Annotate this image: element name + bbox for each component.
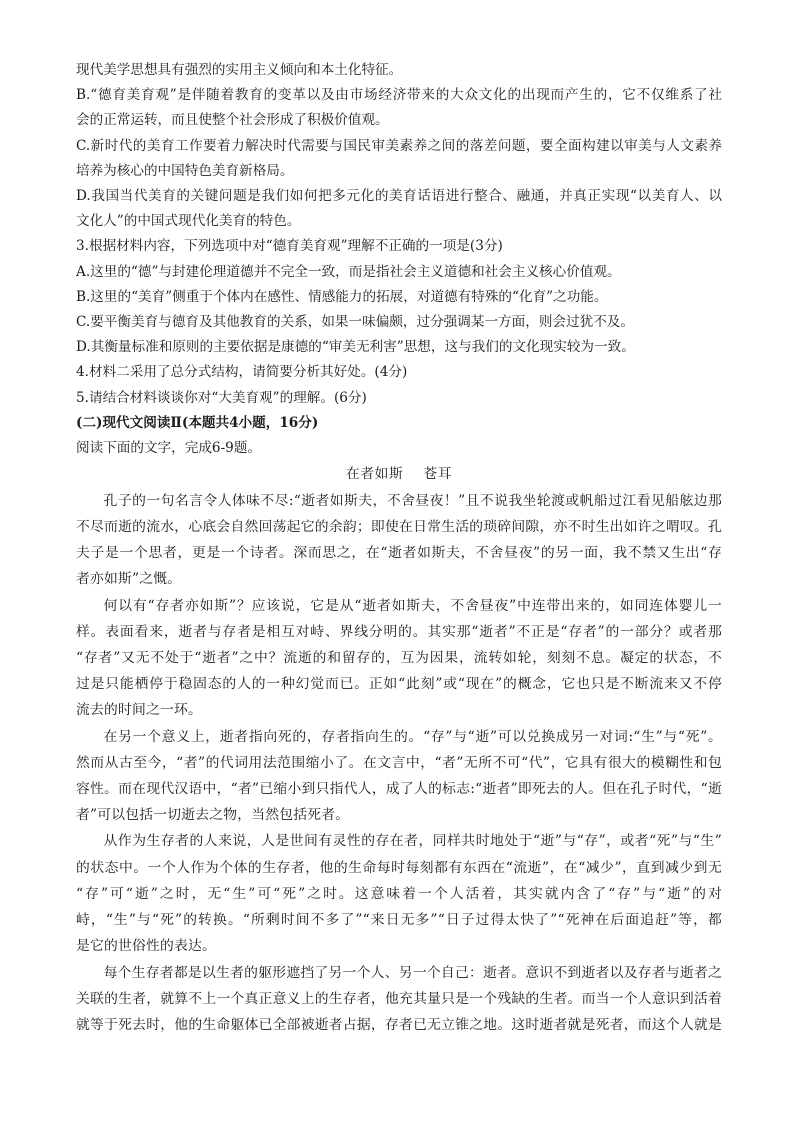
essay-line: 流去的时间之一环。 [76, 702, 202, 719]
q2-option-a-cont: 现代美学思想具有强烈的实用主义倾向和本土化特征。 [76, 62, 403, 78]
question-5: 5.请结合材料谈谈你对“大美育观”的理解。(6分) [76, 389, 367, 406]
essay-line: 孔子的一句名言令人体味不尽:“逝者如斯夫，不舍昼夜！”且不说我坐轮渡或帆船过江看见船舷边那 [103, 492, 722, 509]
essay-line: 样。表面看来，逝者与存者是相互对峙、界线分明的。其实那“逝者”不正是“存者”的一部分？或者那 [76, 623, 722, 640]
q2-option-d-line2: 文化人”的中国式现代化美育的特色。 [76, 213, 301, 230]
question-4: 4.材料二采用了总分式结构，请简要分析其好处。(4分) [76, 364, 408, 381]
essay-title: 在者如斯 苍耳 [345, 466, 453, 483]
essay-line: “存”可“逝”之时，无“生”可“死”之时。这意味着一个人活着，其实就内含了“存”与“逝”的对 [76, 885, 722, 902]
essay-paragraph [76, 960, 722, 1039]
q3-option-d: D.其衡量标准和原则的主要依据是康德的“审美无利害”思想，这与我们的文化现实较为一致。 [76, 339, 635, 356]
q2-option-b-line1: B.“德育美育观”是伴随着教育的变革以及由市场经济带来的大众文化的出现而产生的，它不仅维系了社 [76, 87, 722, 104]
essay-paragraph [76, 593, 722, 724]
essay-line: 从作为生存者的人来说，人是世间有灵性的存在者，同样共时地处于“逝”与“存”，或者“死”与“生” [103, 833, 722, 850]
essay-line: 在另一个意义上，逝者指向死的，存者指向生的。“存”与“逝”可以兑换成另一对词:“生”与“死”。 [103, 728, 722, 745]
essay-line: 就等于死去时，他的生命躯体已全部被逝者占据，存者已无立锥之地。这时逝者就是死者，而这个人就是 [76, 1016, 722, 1033]
essay-line: 者亦如斯”之慨。 [76, 571, 182, 588]
essay-paragraph [76, 828, 722, 959]
essay-paragraph [76, 724, 722, 829]
essay-line: 夫子是一个思者，更是一个诗者。深而思之，在“逝者如斯夫，不舍昼夜”的另一面，我不禁又生出“存 [76, 545, 722, 562]
essay-line: 关联的生者，就算不上一个真正意义上的生存者，他充其量只是一个残缺的生者。而当一个人意识到活着 [76, 990, 722, 1007]
essay-line: “存者”又无不处于“逝者”之中？流逝的和留存的，互为因果，流转如轮，刻刻不息。凝定的状态，不 [76, 650, 722, 667]
q3-stem: 3.根据材料内容，下列选项中对“德育美育观”理解不正确的一项是(3分) [76, 238, 503, 255]
essay-line: 峙，“生”与“死”的转换。“所剩时间不多了”“来日无多”“日子过得太快了”“死神在后面追赶”等，都 [76, 912, 722, 929]
section-heading: (二)现代文阅读Ⅱ(本题共4小题，16分) [76, 414, 319, 431]
q3-option-b: B.这里的“美育”侧重于个体内在感性、情感能力的拓展，对道德有特殊的“化育”之功能。 [76, 288, 608, 305]
essay-line: 然而从古至今，“者”的代词用法范围缩小了。在文言中，“者”无所不可“代”，它具有很大的模糊性和包 [76, 754, 722, 771]
essay-line: 何以有“存者亦如斯”？应该说，它是从“逝者如斯夫，不舍昼夜”中连带出来的，如同连体婴儿一 [103, 597, 722, 614]
essay-line: 每个生存者都是以生者的躯形遮挡了另一个人、另一个自己：逝者。意识不到逝者以及存者与逝者之 [103, 964, 722, 981]
essay [76, 461, 722, 1038]
reading-instruction: 阅读下面的文字，完成6-9题。 [76, 440, 262, 457]
question-3 [76, 234, 722, 360]
q2-options [76, 58, 722, 234]
q3-option-c: C.要平衡美育与德育及其他教育的关系，如果一味偏颇，过分强调某一方面，则会过犹不及。 [76, 314, 634, 331]
q2-option-c-line1: C.新时代的美育工作要着力解决时代需要与国民审美素养之间的落差问题，要全面构建以审美与人文素养 [76, 137, 722, 154]
essay-line: 不尽而逝的流水，心底会自然回荡起它的余韵；即使在日常生活的琐碎间隙，亦不时生出如许之喟叹。孔 [76, 519, 722, 536]
q2-option-b-line2: 会的正常运转，而且使整个社会形成了积极价值观。 [76, 112, 389, 129]
exam-page [76, 58, 722, 1038]
q2-option-d-line1: D.我国当代美育的关键问题是我们如何把多元化的美育话语进行整合、融通，并真正实现“以美育人、以 [76, 188, 722, 205]
essay-line: 者”可以包括一切逝去之物，当然包括死者。 [76, 807, 350, 824]
essay-line: 是它的世俗性的表达。 [76, 938, 216, 955]
essay-paragraph [76, 488, 722, 593]
essay-line: 容性。而在现代汉语中，“者”已缩小到只指代人，成了人的标志:“逝者”即死去的人。但在孔子时代，“逝 [76, 781, 722, 798]
q3-option-a: A.这里的“德”与封建伦理道德并不完全一致，而是指社会主义道德和社会主义核心价值观。 [76, 263, 621, 280]
q2-option-c-line2: 培养为核心的中国特色美育新格局。 [76, 162, 294, 179]
essay-line: 的状态中。一个人作为个体的生存者，他的生命每时每刻都有东西在“流逝”，在“减少”，直到减少到无 [76, 859, 722, 876]
essay-line: 过是只能栖停于稳固态的人的一种幻觉而已。正如“此刻”或“现在”的概念，它也只是不断流来又不停 [76, 676, 722, 693]
